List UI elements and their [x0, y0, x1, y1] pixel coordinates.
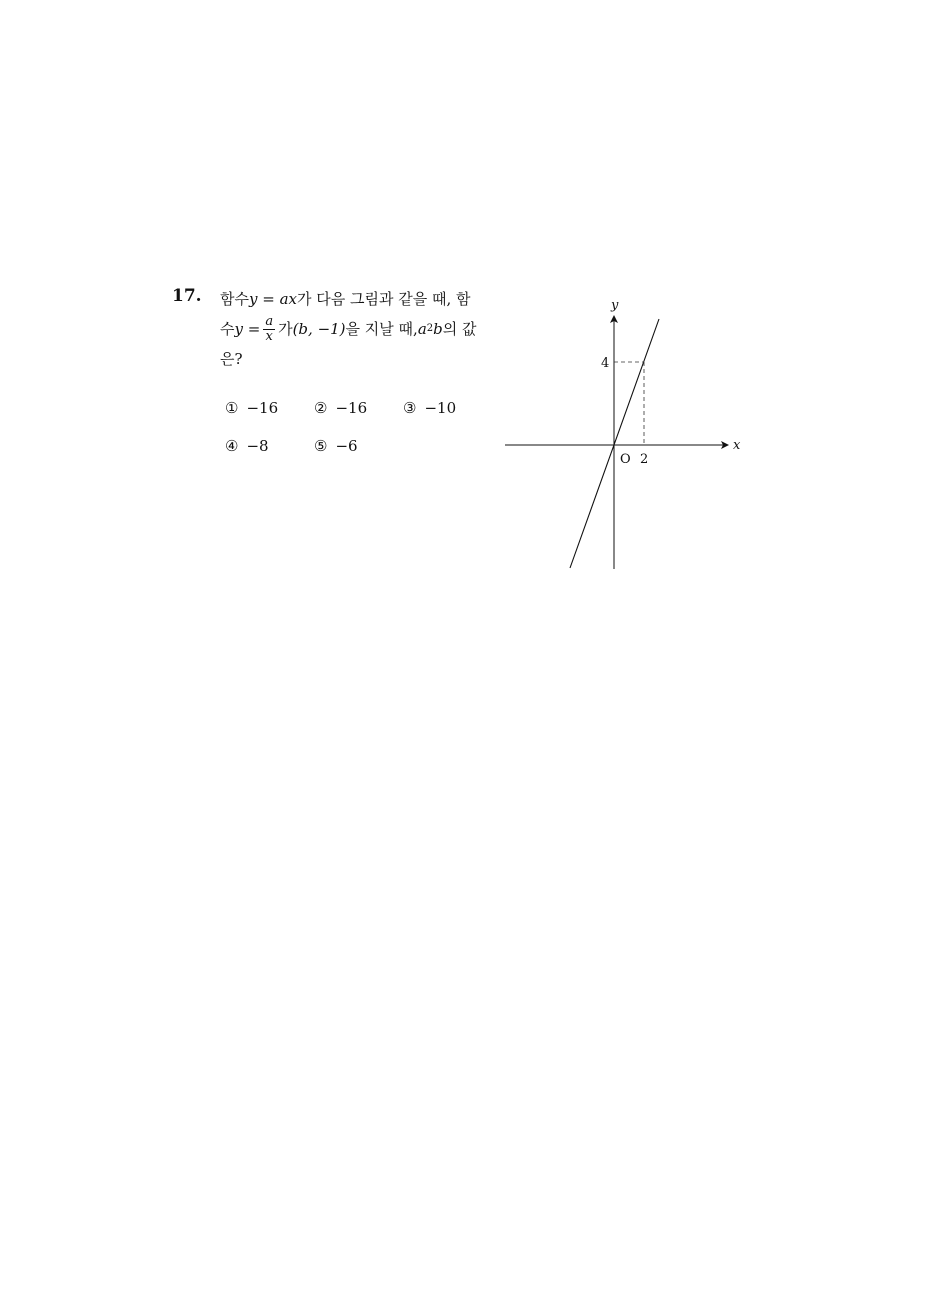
expr-b: b: [433, 320, 443, 338]
stem-text: 함수: [220, 290, 249, 308]
stem-math: y =: [234, 320, 261, 338]
stem-text: 을 지날 때,: [345, 320, 418, 338]
stem-line-1: [220, 286, 495, 312]
choice-4[interactable]: [225, 437, 314, 455]
stem-line-2: [220, 312, 495, 346]
x-axis-label: x: [733, 438, 741, 453]
answer-choices: [225, 389, 505, 465]
choice-value: −8: [246, 437, 269, 455]
stem-text: 은?: [220, 350, 243, 368]
choice-value: −16: [246, 399, 279, 417]
question-number: 17.: [172, 286, 202, 306]
origin-label: O: [620, 452, 631, 467]
choice-row-1: [225, 389, 505, 427]
stem-line-3: [220, 346, 495, 372]
stem-math: y = ax: [248, 290, 297, 308]
choice-2[interactable]: [314, 399, 403, 417]
x-tick-label: 2: [640, 452, 649, 467]
question-stem: [220, 286, 495, 372]
choice-value: −16: [335, 399, 368, 417]
choice-mark: ①: [225, 399, 239, 417]
choice-value: −6: [335, 437, 358, 455]
stem-text: 의 값: [442, 320, 477, 338]
expr-exponent: 2: [426, 323, 434, 334]
line-graph: [500, 292, 750, 577]
graph-svg: [500, 292, 750, 577]
y-axis-label: y: [611, 298, 619, 313]
fraction-numerator: a: [265, 313, 274, 329]
choice-mark: ⑤: [314, 437, 328, 455]
stem-text: 가: [278, 320, 293, 338]
stem-text: 수: [220, 320, 235, 338]
choice-mark: ②: [314, 399, 328, 417]
stem-point: (b, −1): [292, 320, 346, 338]
choice-1[interactable]: [225, 399, 314, 417]
choice-mark: ③: [403, 399, 417, 417]
fraction: [263, 315, 275, 344]
choice-row-2: [225, 427, 505, 465]
choice-mark: ④: [225, 437, 239, 455]
choice-5[interactable]: [314, 437, 403, 455]
y-tick-label: 4: [601, 356, 610, 371]
stem-text: 가 다음 그림과 같을 때, 함: [296, 290, 471, 308]
fraction-denominator: x: [265, 328, 273, 344]
choice-value: −10: [424, 399, 457, 417]
expr-a: a: [417, 320, 427, 338]
choice-3[interactable]: [403, 399, 492, 417]
